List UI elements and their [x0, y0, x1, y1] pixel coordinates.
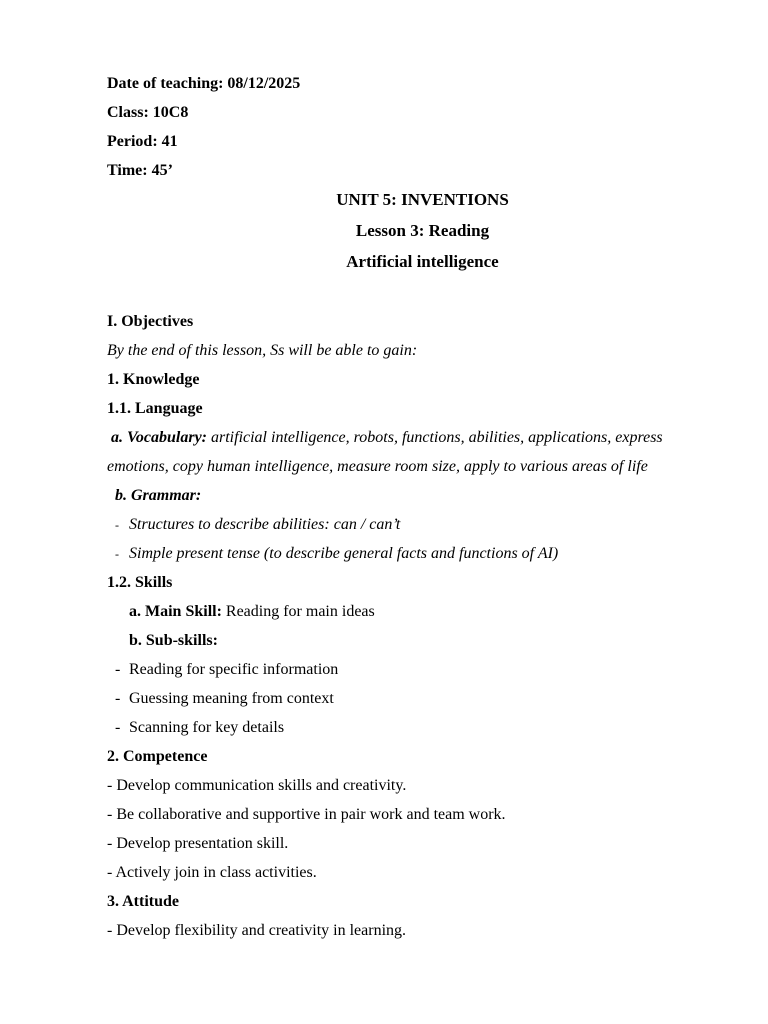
grammar-item: - Structures to describe abilities: can / can’t — [107, 515, 400, 535]
sub-skill-item: - Reading for specific information — [107, 660, 338, 680]
competence-item: - Actively join in class activities. — [107, 864, 317, 881]
competence-item: - Be collaborative and supportive in pair work and team work. — [107, 806, 506, 823]
bullet-dash: - — [115, 690, 121, 707]
unit-title: UNIT 5: INVENTIONS — [336, 190, 509, 209]
vocabulary-label: a. Vocabulary: — [111, 429, 207, 446]
topic-title: Artificial intelligence — [346, 252, 499, 271]
bullet-dash: - — [115, 719, 121, 736]
main-skill-label: a. Main Skill: — [129, 603, 222, 620]
grammar-label: b. Grammar: — [115, 487, 202, 504]
knowledge-heading: 1. Knowledge — [107, 371, 200, 388]
grammar-item: - Simple present tense (to describe general facts and functions of AI) — [107, 544, 558, 564]
sub-skill-item: - Guessing meaning from context — [107, 689, 334, 709]
attitude-heading: 3. Attitude — [107, 893, 179, 910]
attitude-item: - Develop flexibility and creativity in learning. — [107, 922, 407, 939]
objectives-heading: I. Objectives — [107, 313, 194, 330]
period-info: Period: 41 — [107, 133, 178, 150]
date-of-teaching: Date of teaching: 08/12/2025 — [107, 75, 301, 92]
bullet-dash: - — [115, 547, 119, 561]
bullet-dash: - — [115, 661, 121, 678]
main-skill-value: Reading for main ideas — [225, 603, 375, 620]
competence-item: - Develop presentation skill. — [107, 835, 289, 852]
competence-heading: 2. Competence — [107, 748, 208, 765]
vocabulary-line — [111, 428, 663, 448]
bullet-dash: - — [115, 518, 119, 532]
objectives-intro: By the end of this lesson, Ss will be able to gain: — [107, 342, 418, 359]
vocabulary-text-2: emotions, copy human intelligence, measure room size, apply to various areas of life — [107, 458, 648, 475]
competence-item: - Develop communication skills and creativity. — [107, 777, 407, 794]
sub-skill-item: - Scanning for key details — [107, 718, 284, 738]
language-heading: 1.1. Language — [107, 400, 203, 417]
skills-heading: 1.2. Skills — [107, 574, 173, 591]
class-info: Class: 10C8 — [107, 104, 189, 121]
vocabulary-text-1: artificial intelligence, robots, functions, abilities, applications, express — [211, 429, 663, 446]
lesson-title: Lesson 3: Reading — [355, 221, 490, 240]
main-skill-line — [129, 602, 375, 622]
time-info: Time: 45’ — [107, 162, 173, 179]
sub-skills-label: b. Sub-skills: — [129, 632, 218, 649]
